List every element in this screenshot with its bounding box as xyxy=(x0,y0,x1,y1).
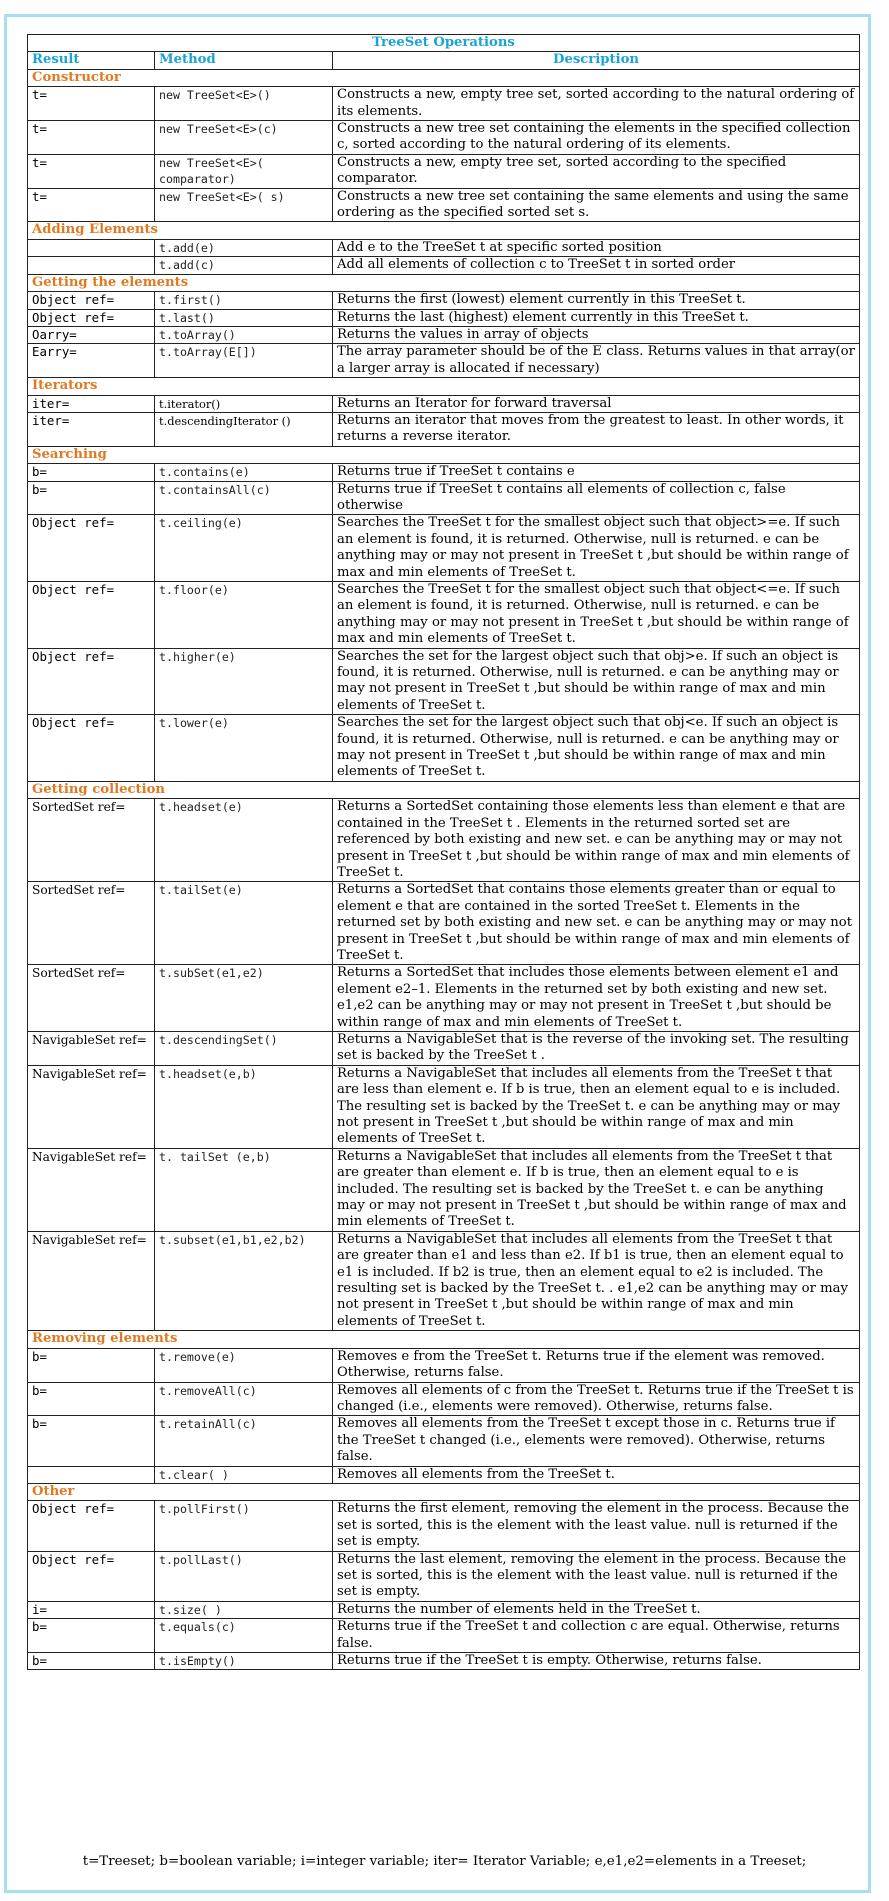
table-row xyxy=(28,1619,860,1653)
method-cell: t.add(e) xyxy=(155,239,333,256)
description-cell: Returns a SortedSet that contains those elements greater than or equal to element e that are contained in the sorted TreeSet t. Elements in the returned set by both existing and new set. e can be anything may or may not present in TreeSet t ,but should be within range of max and min elements of TreeSet t. xyxy=(333,882,860,965)
table-row xyxy=(28,395,860,412)
table-row xyxy=(28,882,860,965)
table-row xyxy=(28,1031,860,1065)
table-row xyxy=(28,257,860,274)
result-cell: NavigableSet ref= xyxy=(28,1065,155,1148)
legend-footnote: t=Treeset; b=boolean variable; i=integer variable; iter= Iterator Variable; e,e1,e2=elements in a Treeset; xyxy=(82,1854,807,1869)
method-cell: t.higher(e) xyxy=(155,648,333,715)
description-cell: Constructs a new, empty tree set, sorted according to the specified comparator. xyxy=(333,154,860,188)
header-description: Description xyxy=(333,52,860,69)
result-cell: b= xyxy=(28,1619,155,1653)
method-cell: t.containsAll(c) xyxy=(155,481,333,515)
table-row xyxy=(28,1653,860,1670)
table-row xyxy=(28,412,860,446)
description-cell: Searches the TreeSet t for the smallest object such that object>=e. If such an element is found, it is returned. Otherwise, null is returned. e can be anything may or may not present in TreeSet t ,but should be within range of max and min elements of TreeSet t. xyxy=(333,515,860,582)
method-cell: new TreeSet<E>(c) xyxy=(155,121,333,155)
section-row xyxy=(28,222,860,239)
description-cell: Returns a SortedSet that includes those elements between element e1 and element e2–1. Elements in the returned set by both existing and new set. e1,e2 can be anything may or may not present in TreeSet t ,but should be within range of max and min elements of TreeSet t. xyxy=(333,965,860,1032)
method-cell: t.ceiling(e) xyxy=(155,515,333,582)
result-cell: t= xyxy=(28,154,155,188)
method-cell: t.removeAll(c) xyxy=(155,1382,333,1416)
table-row xyxy=(28,326,860,343)
result-cell: b= xyxy=(28,481,155,515)
result-cell: Earry= xyxy=(28,344,155,378)
description-cell: Returns a NavigableSet that includes all elements from the TreeSet t that are greater than element e. If b is true, then an element equal to e is included. The resulting set is backed by the TreeSet t. e can be anything may or may not present in TreeSet t ,but should be within range of max and min elements of TreeSet t. xyxy=(333,1148,860,1231)
result-cell: Object ref= xyxy=(28,1501,155,1551)
method-cell: t.size( ) xyxy=(155,1601,333,1618)
table-title: TreeSet Operations xyxy=(28,35,860,52)
table-row xyxy=(28,1466,860,1483)
table-row xyxy=(28,188,860,222)
table-row xyxy=(28,582,860,649)
method-cell: t.isEmpty() xyxy=(155,1653,333,1670)
section-title: Removing elements xyxy=(28,1331,860,1348)
table-row xyxy=(28,344,860,378)
table-row xyxy=(28,1348,860,1382)
result-cell: b= xyxy=(28,464,155,481)
description-cell: Returns the first element, removing the element in the process. Because the set is sorted, this is the element with the least value. null is returned if the set is empty. xyxy=(333,1501,860,1551)
method-cell: t.equals(c) xyxy=(155,1619,333,1653)
method-cell: new TreeSet<E>( s) xyxy=(155,188,333,222)
table-row xyxy=(28,965,860,1032)
description-cell: Searches the TreeSet t for the smallest object such that object<=e. If such an element is found, it is returned. Otherwise, null is returned. e can be anything may or may not present in TreeSet t ,but should be within range of max and min elements of TreeSet t. xyxy=(333,582,860,649)
method-cell: t.descendingIterator () xyxy=(155,412,333,446)
method-cell: t.toArray() xyxy=(155,326,333,343)
result-cell: b= xyxy=(28,1382,155,1416)
table-row xyxy=(28,799,860,882)
description-cell: Returns the values in array of objects xyxy=(333,326,860,343)
method-cell: t.pollLast() xyxy=(155,1551,333,1601)
description-cell: Searches the set for the largest object such that obj<e. If such an object is found, it is returned. Otherwise, null is returned. e can be anything may or may not present in TreeSet t ,but should be within range of max and min elements of TreeSet t. xyxy=(333,715,860,782)
result-cell: b= xyxy=(28,1653,155,1670)
section-row xyxy=(28,274,860,291)
method-cell: t.clear( ) xyxy=(155,1466,333,1483)
table-row xyxy=(28,1231,860,1330)
result-cell: NavigableSet ref= xyxy=(28,1231,155,1330)
method-cell: t.lower(e) xyxy=(155,715,333,782)
description-cell: Returns a SortedSet containing those elements less than element e that are contained in the TreeSet t . Elements in the returned sorted set are referenced by both existing and new set. e can be anything may or may not present in TreeSet t ,but should be within range of max and min elements of TreeSet t. xyxy=(333,799,860,882)
description-cell: Constructs a new, empty tree set, sorted according to the natural ordering of its elements. xyxy=(333,87,860,121)
table-row xyxy=(28,1416,860,1466)
description-cell: Returns the first (lowest) element currently in this TreeSet t. xyxy=(333,292,860,309)
result-cell: t= xyxy=(28,87,155,121)
method-cell: t.headset(e) xyxy=(155,799,333,882)
method-cell: t.subset(e1,b1,e2,b2) xyxy=(155,1231,333,1330)
section-title: Adding Elements xyxy=(28,222,860,239)
description-cell: Returns true if TreeSet t contains e xyxy=(333,464,860,481)
result-cell: Object ref= xyxy=(28,1551,155,1601)
description-cell: Returns true if TreeSet t contains all elements of collection c, false otherwise xyxy=(333,481,860,515)
method-cell: t.first() xyxy=(155,292,333,309)
method-cell: t.contains(e) xyxy=(155,464,333,481)
result-cell: SortedSet ref= xyxy=(28,965,155,1032)
description-cell: Returns the last element, removing the element in the process. Because the set is sorted, this is the element with the least value. null is returned if the set is empty. xyxy=(333,1551,860,1601)
section-title: Constructor xyxy=(28,69,860,86)
section-row xyxy=(28,781,860,798)
section-row xyxy=(28,69,860,86)
table-row xyxy=(28,1382,860,1416)
method-cell: t.toArray(E[]) xyxy=(155,344,333,378)
header-result: Result xyxy=(28,52,155,69)
table-row xyxy=(28,1148,860,1231)
table-row xyxy=(28,648,860,715)
method-cell: t.remove(e) xyxy=(155,1348,333,1382)
method-cell: new TreeSet<E>() xyxy=(155,87,333,121)
result-cell: Object ref= xyxy=(28,515,155,582)
table-row xyxy=(28,1501,860,1551)
table-row xyxy=(28,1551,860,1601)
result-cell: NavigableSet ref= xyxy=(28,1031,155,1065)
result-cell: Oarry= xyxy=(28,326,155,343)
description-cell: Searches the set for the largest object such that obj>e. If such an object is found, it is returned. Otherwise, null is returned. e can be anything may or may not present in TreeSet t ,but should be within range of max and min elements of TreeSet t. xyxy=(333,648,860,715)
result-cell: b= xyxy=(28,1416,155,1466)
header-row xyxy=(28,52,860,69)
description-cell: Removes all elements from the TreeSet t. xyxy=(333,1466,860,1483)
table-row xyxy=(28,1601,860,1618)
result-cell: Object ref= xyxy=(28,309,155,326)
table-row xyxy=(28,121,860,155)
method-cell: t.iterator() xyxy=(155,395,333,412)
table-row xyxy=(28,292,860,309)
method-cell: t.descendingSet() xyxy=(155,1031,333,1065)
section-row xyxy=(28,378,860,395)
method-cell: t.subSet(e1,e2) xyxy=(155,965,333,1032)
result-cell xyxy=(28,1466,155,1483)
result-cell xyxy=(28,257,155,274)
method-cell: t.pollFirst() xyxy=(155,1501,333,1551)
description-cell: Constructs a new tree set containing the elements in the specified collection c, sorted according to the natural ordering of its elements. xyxy=(333,121,860,155)
method-cell: t.tailSet(e) xyxy=(155,882,333,965)
description-cell: Returns true if the TreeSet t and collection c are equal. Otherwise, returns false. xyxy=(333,1619,860,1653)
description-cell: Returns the number of elements held in the TreeSet t. xyxy=(333,1601,860,1618)
result-cell: Object ref= xyxy=(28,582,155,649)
section-row xyxy=(28,1483,860,1500)
section-title: Other xyxy=(28,1483,860,1500)
description-cell: Returns a NavigableSet that includes all elements from the TreeSet t that are greater than e1 and less than e2. If b1 is true, then an element equal to e1 is included. If b2 is true, then an element equal to e2 is included. The resulting set is backed by the TreeSet t. . e1,e2 can be anything may or may not present in TreeSet t ,but should be within range of max and min elements of TreeSet t. xyxy=(333,1231,860,1330)
description-cell: Returns true if the TreeSet t is empty. Otherwise, returns false. xyxy=(333,1653,860,1670)
result-cell: b= xyxy=(28,1348,155,1382)
method-cell: t.headset(e,b) xyxy=(155,1065,333,1148)
description-cell: Removes all elements of c from the TreeSet t. Returns true if the TreeSet t is changed (i.e., elements were removed). Otherwise, returns false. xyxy=(333,1382,860,1416)
method-cell: t.last() xyxy=(155,309,333,326)
section-title: Iterators xyxy=(28,378,860,395)
description-cell: Returns an iterator that moves from the greatest to least. In other words, it returns a reverse iterator. xyxy=(333,412,860,446)
description-cell: Removes all elements from the TreeSet t except those in c. Returns true if the TreeSet t changed (i.e., elements were removed). Otherwise, returns false. xyxy=(333,1416,860,1466)
result-cell: iter= xyxy=(28,412,155,446)
table-title-row xyxy=(28,35,860,52)
result-cell: NavigableSet ref= xyxy=(28,1148,155,1231)
table-row xyxy=(28,464,860,481)
description-cell: Removes e from the TreeSet t. Returns true if the element was removed. Otherwise, returns false. xyxy=(333,1348,860,1382)
description-cell: Add all elements of collection c to TreeSet t in sorted order xyxy=(333,257,860,274)
result-cell: Object ref= xyxy=(28,292,155,309)
description-cell: Returns a NavigableSet that includes all elements from the TreeSet t that are less than element e. If b is true, then an element equal to e is included. The resulting set is backed by the TreeSet t. e can be anything may or may not present in TreeSet t ,but should be within range of max and min elements of TreeSet t. xyxy=(333,1065,860,1148)
table-row xyxy=(28,87,860,121)
description-cell: Returns the last (highest) element currently in this TreeSet t. xyxy=(333,309,860,326)
description-cell: Returns a NavigableSet that is the reverse of the invoking set. The resulting set is backed by the TreeSet t . xyxy=(333,1031,860,1065)
description-cell: Add e to the TreeSet t at specific sorted position xyxy=(333,239,860,256)
result-cell: Object ref= xyxy=(28,648,155,715)
table-row xyxy=(28,481,860,515)
section-title: Getting collection xyxy=(28,781,860,798)
table-row xyxy=(28,515,860,582)
table-row xyxy=(28,239,860,256)
result-cell: i= xyxy=(28,1601,155,1618)
description-cell: Returns an Iterator for forward traversal xyxy=(333,395,860,412)
method-cell: t.add(c) xyxy=(155,257,333,274)
result-cell: iter= xyxy=(28,395,155,412)
section-row xyxy=(28,446,860,463)
table-row xyxy=(28,309,860,326)
description-cell: The array parameter should be of the E class. Returns values in that array(or a larger array is allocated if necessary) xyxy=(333,344,860,378)
section-title: Searching xyxy=(28,446,860,463)
header-method: Method xyxy=(155,52,333,69)
table-row xyxy=(28,715,860,782)
result-cell: SortedSet ref= xyxy=(28,882,155,965)
treeset-operations-table xyxy=(27,34,860,1670)
method-cell: t.floor(e) xyxy=(155,582,333,649)
section-row xyxy=(28,1331,860,1348)
section-title: Getting the elements xyxy=(28,274,860,291)
table-row xyxy=(28,154,860,188)
result-cell: t= xyxy=(28,121,155,155)
method-cell: t.retainAll(c) xyxy=(155,1416,333,1466)
description-cell: Constructs a new tree set containing the same elements and using the same ordering as the specified sorted set s. xyxy=(333,188,860,222)
result-cell: Object ref= xyxy=(28,715,155,782)
table-row xyxy=(28,1065,860,1148)
method-cell: t. tailSet (e,b) xyxy=(155,1148,333,1231)
result-cell: t= xyxy=(28,188,155,222)
result-cell xyxy=(28,239,155,256)
result-cell: SortedSet ref= xyxy=(28,799,155,882)
method-cell: new TreeSet<E>( comparator) xyxy=(155,154,333,188)
